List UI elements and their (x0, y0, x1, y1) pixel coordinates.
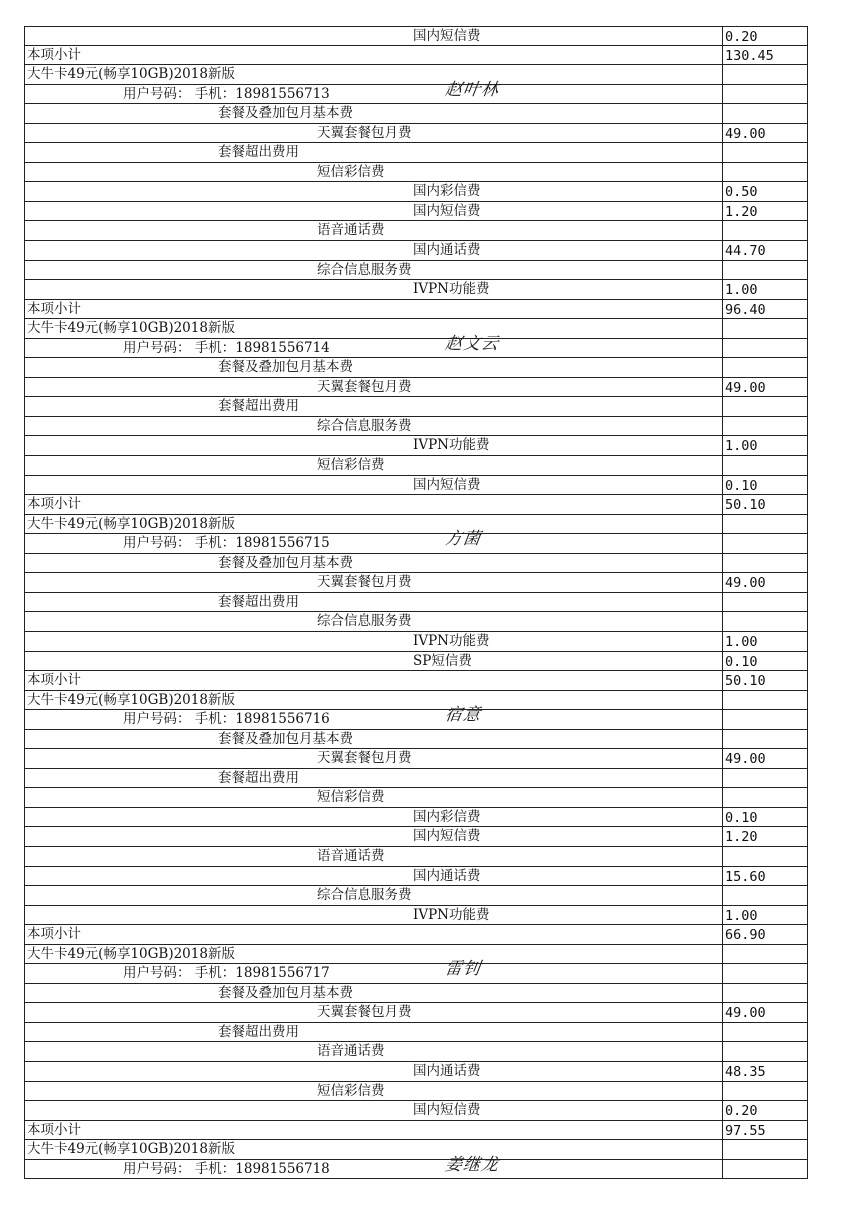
amount-cell: 15.60 (722, 867, 808, 886)
item-cell (24, 652, 722, 671)
amount-cell (722, 964, 808, 983)
category-row (24, 730, 808, 750)
charge-row (24, 241, 808, 261)
item-cell (24, 1154, 722, 1179)
charge-row (24, 26, 808, 46)
item-label: 本项小计 (27, 672, 81, 689)
item-cell (24, 529, 722, 553)
amount-cell: 0.10 (722, 652, 808, 671)
item-cell (24, 984, 722, 1003)
item-label: 用户号码： 手机：18981556717 (123, 965, 330, 982)
amount-cell: 1.00 (722, 280, 808, 299)
user-row (24, 79, 808, 105)
item-label: 语音通话费 (317, 847, 385, 864)
item-label: 本项小计 (27, 46, 81, 63)
charge-row (24, 378, 808, 398)
item-label: 国内彩信费 (413, 808, 481, 825)
charge-row (24, 749, 808, 769)
item-label: 套餐超出费用 (218, 144, 299, 161)
item-label: 国内通话费 (413, 867, 481, 884)
amount-cell (722, 691, 808, 710)
item-label: 国内短信费 (413, 476, 481, 493)
item-label: 国内短信费 (413, 28, 481, 44)
amount-cell (722, 1160, 808, 1179)
item-cell (24, 27, 722, 45)
item-cell (24, 456, 722, 475)
item-label: 大牛卡49元(畅享10GB)2018新版 (27, 320, 235, 337)
plan-row (24, 319, 808, 339)
amount-cell (722, 221, 808, 240)
charge-row (24, 867, 808, 887)
amount-cell (722, 1140, 808, 1159)
plan-row (24, 691, 808, 711)
amount-cell: 49.00 (722, 378, 808, 397)
charge-row (24, 182, 808, 202)
item-cell (24, 705, 722, 729)
item-cell (24, 182, 722, 201)
item-cell (24, 202, 722, 221)
item-cell (24, 925, 722, 944)
subtotal-row (24, 46, 808, 66)
amount-cell (722, 612, 808, 631)
item-label: 天翼套餐包月费 (317, 750, 412, 767)
category-row (24, 788, 808, 808)
item-cell (24, 397, 722, 416)
item-cell (24, 1023, 722, 1042)
item-label: 套餐超出费用 (218, 398, 299, 415)
item-cell (24, 143, 722, 162)
amount-cell (722, 358, 808, 377)
amount-cell: 96.40 (722, 300, 808, 319)
category-row (24, 1023, 808, 1043)
item-label: 本项小计 (27, 496, 81, 513)
amount-cell (722, 710, 808, 729)
handwritten-signature: 宿意 (443, 705, 483, 726)
amount-cell (722, 984, 808, 1003)
charge-row (24, 280, 808, 300)
amount-cell (722, 319, 808, 338)
category-row (24, 456, 808, 476)
item-cell (24, 847, 722, 866)
item-cell (24, 65, 722, 84)
item-cell (24, 1062, 722, 1081)
charge-row (24, 436, 808, 456)
amount-cell (722, 847, 808, 866)
item-cell (24, 221, 722, 240)
item-cell (24, 906, 722, 925)
item-cell (24, 476, 722, 495)
item-cell (24, 612, 722, 631)
item-label: 本项小计 (27, 926, 81, 943)
item-label: 天翼套餐包月费 (317, 124, 412, 141)
user-row (24, 529, 808, 554)
item-label: 套餐超出费用 (218, 593, 299, 610)
amount-cell: 50.10 (722, 495, 808, 514)
amount-cell: 1.00 (722, 632, 808, 651)
amount-cell: 0.10 (722, 808, 808, 827)
category-row (24, 769, 808, 789)
item-label: SP短信费 (413, 652, 472, 669)
item-cell (24, 827, 722, 846)
subtotal-row (24, 925, 808, 945)
item-label: 本项小计 (27, 300, 81, 317)
item-cell (24, 241, 722, 260)
item-label: 短信彩信费 (317, 163, 385, 180)
item-cell (24, 730, 722, 749)
item-cell (24, 1082, 722, 1101)
item-label: 综合信息服务费 (317, 887, 412, 904)
user-row (24, 333, 808, 359)
user-row (24, 959, 808, 984)
amount-cell (722, 534, 808, 553)
item-cell (24, 333, 722, 358)
plan-row (24, 1140, 808, 1160)
subtotal-row (24, 671, 808, 691)
item-label: 国内短信费 (413, 202, 481, 219)
category-row (24, 358, 808, 378)
item-cell (24, 1003, 722, 1022)
user-row (24, 705, 808, 730)
item-cell (24, 769, 722, 788)
item-cell (24, 1140, 722, 1159)
amount-cell (722, 945, 808, 964)
amount-cell (722, 397, 808, 416)
item-label: 综合信息服务费 (317, 261, 412, 278)
item-label: 用户号码： 手机：18981556713 (123, 85, 330, 102)
amount-cell (722, 593, 808, 612)
amount-cell: 50.10 (722, 671, 808, 690)
item-cell (24, 300, 722, 319)
item-cell (24, 945, 722, 964)
category-row (24, 984, 808, 1004)
amount-cell (722, 456, 808, 475)
item-label: 国内通话费 (413, 1062, 481, 1079)
item-cell (24, 79, 722, 104)
charge-row (24, 1101, 808, 1121)
handwritten-signature: 雷钊 (443, 959, 483, 980)
item-cell (24, 749, 722, 768)
amount-cell: 49.00 (722, 1003, 808, 1022)
amount-cell (722, 65, 808, 84)
amount-cell (722, 515, 808, 534)
amount-cell: 0.10 (722, 476, 808, 495)
category-row (24, 886, 808, 906)
item-label: 短信彩信费 (317, 457, 385, 474)
item-label: 套餐及叠加包月基本费 (218, 105, 353, 122)
amount-cell (722, 1023, 808, 1042)
handwritten-signature: 方菌 (443, 529, 483, 550)
amount-cell (722, 1042, 808, 1061)
item-cell (24, 1042, 722, 1061)
amount-cell (722, 163, 808, 182)
amount-cell (722, 104, 808, 123)
item-cell (24, 515, 722, 534)
item-cell (24, 124, 722, 143)
item-cell (24, 163, 722, 182)
item-label: 短信彩信费 (317, 789, 385, 806)
charge-row (24, 1062, 808, 1082)
item-label: 国内短信费 (413, 828, 481, 845)
item-label: 语音通话费 (317, 222, 385, 239)
amount-cell (722, 339, 808, 358)
charge-row (24, 652, 808, 672)
item-label: 短信彩信费 (317, 1082, 385, 1099)
amount-cell (722, 417, 808, 436)
charge-row (24, 124, 808, 144)
item-cell (24, 959, 722, 983)
item-label: 天翼套餐包月费 (317, 1004, 412, 1021)
amount-cell: 48.35 (722, 1062, 808, 1081)
amount-cell: 1.20 (722, 202, 808, 221)
item-cell (24, 632, 722, 651)
charge-row (24, 827, 808, 847)
item-cell (24, 436, 722, 455)
category-row (24, 593, 808, 613)
charge-row (24, 573, 808, 593)
subtotal-row (24, 1121, 808, 1141)
category-row (24, 554, 808, 574)
item-cell (24, 593, 722, 612)
category-row (24, 612, 808, 632)
item-label: 用户号码： 手机：18981556718 (123, 1160, 330, 1177)
item-label: 大牛卡49元(畅享10GB)2018新版 (27, 945, 235, 962)
item-label: IVPN功能费 (413, 281, 490, 298)
item-label: IVPN功能费 (413, 632, 490, 649)
charge-row (24, 632, 808, 652)
amount-cell (722, 554, 808, 573)
subtotal-row (24, 495, 808, 515)
item-cell (24, 104, 722, 123)
amount-cell: 49.00 (722, 749, 808, 768)
item-label: 综合信息服务费 (317, 417, 412, 434)
item-cell (24, 691, 722, 710)
charge-row (24, 808, 808, 828)
amount-cell (722, 788, 808, 807)
item-label: 本项小计 (27, 1121, 81, 1138)
item-cell (24, 671, 722, 690)
handwritten-signature: 赵叶林 (443, 79, 501, 100)
amount-cell (722, 1082, 808, 1101)
item-cell (24, 280, 722, 299)
item-cell (24, 1101, 722, 1120)
item-label: 国内彩信费 (413, 183, 481, 200)
item-label: 语音通话费 (317, 1043, 385, 1060)
plan-row (24, 945, 808, 965)
amount-cell (722, 730, 808, 749)
amount-cell: 1.20 (722, 827, 808, 846)
item-label: 用户号码： 手机：18981556715 (123, 535, 330, 552)
billing-detail-table (24, 26, 808, 1179)
amount-cell (722, 85, 808, 104)
item-label: 天翼套餐包月费 (317, 574, 412, 591)
item-label: 套餐及叠加包月基本费 (218, 984, 353, 1001)
category-row (24, 261, 808, 281)
category-row (24, 1042, 808, 1062)
item-label: 套餐超出费用 (218, 769, 299, 786)
item-cell (24, 886, 722, 905)
item-label: 套餐及叠加包月基本费 (218, 730, 353, 747)
amount-cell (722, 886, 808, 905)
user-row (24, 1154, 808, 1180)
item-label: 大牛卡49元(畅享10GB)2018新版 (27, 691, 235, 708)
subtotal-row (24, 300, 808, 320)
item-label: IVPN功能费 (413, 906, 490, 923)
amount-cell: 1.00 (722, 436, 808, 455)
item-cell (24, 495, 722, 514)
category-row (24, 104, 808, 124)
item-cell (24, 788, 722, 807)
item-label: 用户号码： 手机：18981556714 (123, 339, 330, 356)
item-cell (24, 554, 722, 573)
item-label: 天翼套餐包月费 (317, 378, 412, 395)
item-cell (24, 808, 722, 827)
item-label: 大牛卡49元(畅享10GB)2018新版 (27, 66, 235, 83)
charge-row (24, 476, 808, 496)
category-row (24, 417, 808, 437)
amount-cell (722, 261, 808, 280)
amount-cell: 97.55 (722, 1121, 808, 1140)
handwritten-signature: 姜继龙 (443, 1154, 501, 1175)
amount-cell: 0.20 (722, 27, 808, 45)
amount-cell (722, 769, 808, 788)
amount-cell: 1.00 (722, 906, 808, 925)
item-label: 套餐及叠加包月基本费 (218, 359, 353, 376)
category-row (24, 221, 808, 241)
category-row (24, 847, 808, 867)
amount-cell: 44.70 (722, 241, 808, 260)
category-row (24, 143, 808, 163)
item-label: 国内短信费 (413, 1102, 481, 1119)
item-cell (24, 46, 722, 65)
item-cell (24, 378, 722, 397)
charge-row (24, 906, 808, 926)
amount-cell: 130.45 (722, 46, 808, 65)
item-cell (24, 867, 722, 886)
item-label: 综合信息服务费 (317, 613, 412, 630)
charge-row (24, 1003, 808, 1023)
amount-cell (722, 143, 808, 162)
item-label: 大牛卡49元(畅享10GB)2018新版 (27, 1141, 235, 1158)
item-label: 套餐及叠加包月基本费 (218, 554, 353, 571)
item-cell (24, 573, 722, 592)
charge-row (24, 202, 808, 222)
category-row (24, 163, 808, 183)
amount-cell: 49.00 (722, 124, 808, 143)
item-cell (24, 319, 722, 338)
item-cell (24, 1121, 722, 1140)
amount-cell: 0.50 (722, 182, 808, 201)
item-label: 国内通话费 (413, 242, 481, 259)
item-label: 大牛卡49元(畅享10GB)2018新版 (27, 515, 235, 532)
amount-cell: 66.90 (722, 925, 808, 944)
category-row (24, 397, 808, 417)
handwritten-signature: 赵文云 (443, 333, 501, 354)
amount-cell: 49.00 (722, 573, 808, 592)
amount-cell: 0.20 (722, 1101, 808, 1120)
item-cell (24, 358, 722, 377)
item-cell (24, 417, 722, 436)
item-label: 套餐超出费用 (218, 1023, 299, 1040)
plan-row (24, 65, 808, 85)
item-label: 用户号码： 手机：18981556716 (123, 711, 330, 728)
category-row (24, 1082, 808, 1102)
item-cell (24, 261, 722, 280)
item-label: IVPN功能费 (413, 437, 490, 454)
plan-row (24, 515, 808, 535)
